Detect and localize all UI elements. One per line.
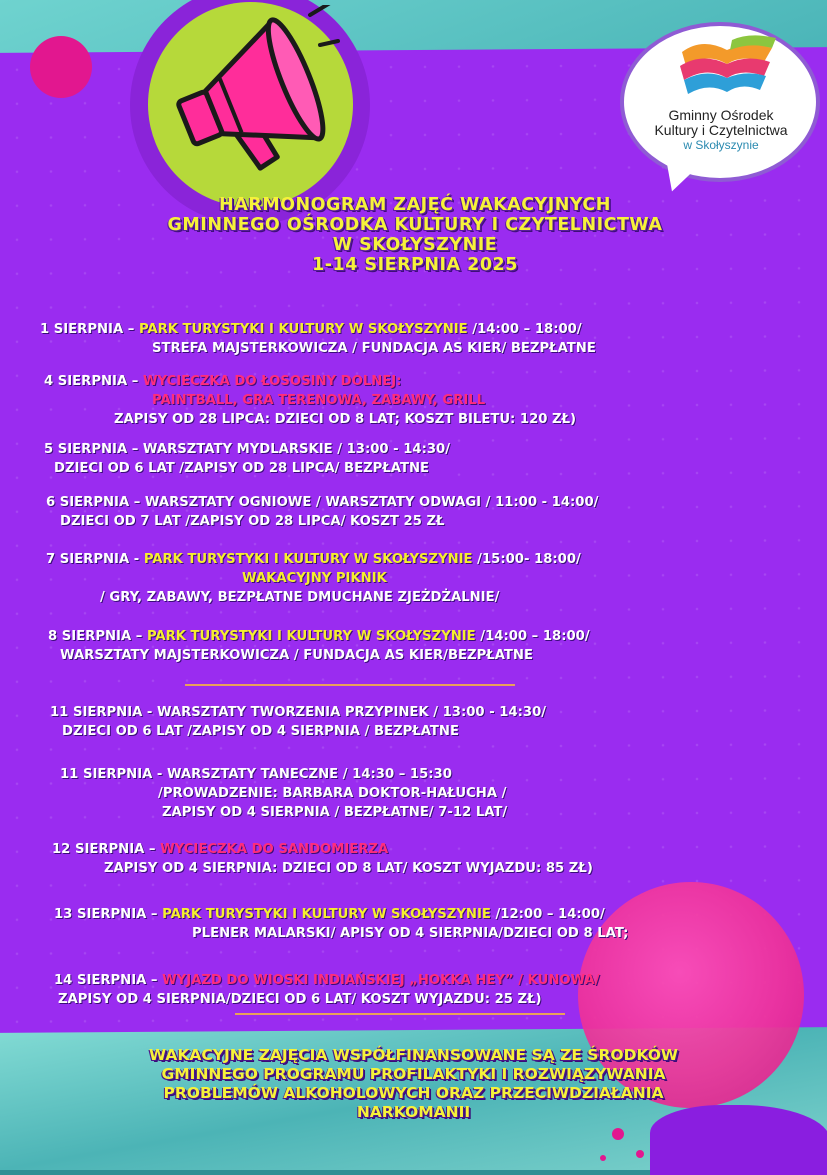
entry-date: 4 SIERPNIA [44,374,128,389]
entry-line [50,703,546,722]
entry-date: 1 SIERPNIA [40,322,124,337]
entry-line [46,550,581,569]
schedule-entry [44,440,450,478]
entry-activities: PAINTBALL, GRA TERENOWA, ZABAWY, GRILL [152,393,486,408]
entry-date: 11 SIERPNIA [60,767,153,782]
entry-date: 11 SIERPNIA [50,705,143,720]
entry-line [48,627,590,646]
page-title [60,195,770,275]
entry-trip: WYCIECZKA DO ŁOSOSINY DOLNEJ: [142,374,402,389]
schedule-entry [48,627,590,665]
megaphone-icon [160,5,340,195]
splash-dot [600,1155,606,1161]
logo-name-line1: Gminny Ośrodek [668,107,774,123]
entry-details: ZAPISY OD 28 LIPCA: DZIECI OD 8 LAT; KOSZT BILETU: 120 ZŁ) [114,412,577,427]
schedule-entry [52,840,593,878]
entry-event-name: WAKACYJNY PIKNIK [242,571,387,586]
schedule-entry [54,905,628,943]
entry-details: DZIECI OD 6 LAT /ZAPISY OD 28 LIPCA/ BEZPŁATNE [54,461,430,476]
rainbow-book-logo-icon [672,32,782,102]
splash-dot [612,1128,624,1140]
title-line: GMINNEGO OŚRODKA KULTURY I CZYTELNICTWA [167,215,663,235]
entry-line [52,840,593,859]
title-line: HARMONOGRAM ZAJĘĆ WAKACYJNYCH [219,195,611,215]
entry-date: 14 SIERPNIA [54,973,147,988]
title-line: 1-14 SIERPNIA 2025 [312,255,518,275]
entry-time: /14:00 – 18:00/ [475,629,590,644]
schedule-entry [60,765,507,822]
entry-line [54,971,600,990]
entry-trip: WYCIECZKA DO SANDOMIERZA [160,842,389,857]
entry-date: 7 SIERPNIA [46,552,130,567]
entry-date: 6 SIERPNIA [46,495,130,510]
funding-footer [30,1046,797,1122]
entry-line [60,765,507,784]
entry-separator: – [146,907,163,922]
entry-time: /12:00 – 14:00/ [490,907,605,922]
entry-details: PLENER MALARSKI/ APISY OD 4 SIERPNIA/DZIECI OD 8 LAT; [192,926,629,941]
entry-title: - WARSZTATY TWORZENIA PRZYPINEK / 13:00 - 14:30/ [142,705,547,720]
entry-details: DZIECI OD 7 LAT /ZAPISY OD 28 LIPCA/ KOSZT 25 ZŁ [60,514,445,529]
entry-line [54,905,628,924]
footer-line: NARKOMANII [356,1103,471,1121]
schedule-entry [44,372,576,429]
title-line: W SKOŁYSZYNIE [332,235,498,255]
footer-line: GMINNEGO PROGRAMU PROFILAKTYKI I ROZWIĄZYWANIA [161,1065,666,1083]
entry-separator: – [146,973,163,988]
entry-separator: – [144,842,161,857]
entry-separator: – [123,322,139,337]
logo-name-line3: w Skołyszynie [683,138,759,152]
entry-line [40,320,596,339]
schedule-entry [46,550,581,607]
footer-line: WAKACYJNE ZAJĘCIA WSPÓŁFINANSOWANE SĄ ZE ŚRODKÓW [148,1046,679,1064]
logo-text [628,108,814,153]
entry-separator: - [129,552,144,567]
schedule-entry [54,971,600,1009]
splash-dot [636,1150,644,1158]
schedule-entry [40,320,596,358]
entry-time: /15:00- 18:00/ [472,552,581,567]
entry-date: 12 SIERPNIA [52,842,145,857]
schedule-entry [50,703,546,741]
entry-venue: PARK TURYSTYKI I KULTURY W SKOŁYSZYNIE [143,552,473,567]
decorative-dot [30,36,92,98]
entry-venue: PARK TURYSTYKI I KULTURY W SKOŁYSZYNIE [146,629,476,644]
entry-time: /14:00 – 18:00/ [467,322,582,337]
entry-date: 13 SIERPNIA [54,907,147,922]
entry-details: WARSZTATY MAJSTERKOWICZA / FUNDACJA AS KIER/BEZPŁATNE [60,648,533,663]
section-divider [185,684,515,686]
entry-title: - WARSZTATY TANECZNE / 14:30 – 15:30 [152,767,452,782]
entry-venue: PARK TURYSTYKI I KULTURY W SKOŁYSZYNIE [138,322,468,337]
entry-details: ZAPISY OD 4 SIERPNIA/DZIECI OD 6 LAT/ KOSZT WYJAZDU: 25 ZŁ) [58,992,542,1007]
entry-details: STREFA MAJSTERKOWICZA / FUNDACJA AS KIER/ BEZPŁATNE [152,341,596,356]
entry-details: ZAPISY OD 4 SIERPNIA / BEZPŁATNE/ 7-12 LAT/ [162,805,508,820]
schedule-entry [46,493,598,531]
entry-date: 5 SIERPNIA [44,442,128,457]
entry-details: ZAPISY OD 4 SIERPNIA: DZIECI OD 8 LAT/ KOSZT WYJAZDU: 85 ZŁ) [104,861,593,876]
entry-details: / GRY, ZABAWY, BEZPŁATNE DMUCHANE ZJEŻDŻALNIE/ [100,590,500,605]
logo-name-line2: Kultury i Czytelnictwa [654,122,788,138]
entry-line [46,493,598,512]
footer-line: PROBLEMÓW ALKOHOLOWYCH ORAZ PRZECIWDZIAŁANIA [163,1084,664,1102]
entry-separator: – [127,374,143,389]
entry-instructor: /PROWADZENIE: BARBARA DOKTOR-HAŁUCHA / [158,786,507,801]
section-divider [235,1013,565,1015]
entry-venue: PARK TURYSTYKI I KULTURY W SKOŁYSZYNIE [162,907,491,922]
entry-separator: – [131,629,147,644]
entry-title: – WARSZTATY MYDLARSKIE / 13:00 - 14:30/ [127,442,451,457]
entry-trip: WYJAZD DO WIOSKI INDIAŃSKIEJ „HOKKA HEY” / KUNOWA/ [162,973,600,988]
entry-line [44,372,576,391]
entry-date: 8 SIERPNIA [48,629,132,644]
entry-title: – WARSZTATY OGNIOWE / WARSZTATY ODWAGI / 11:00 - 14:00/ [129,495,599,510]
entry-details: DZIECI OD 6 LAT /ZAPISY OD 4 SIERPNIA / BEZPŁATNE [62,724,459,739]
entry-line [44,440,450,459]
